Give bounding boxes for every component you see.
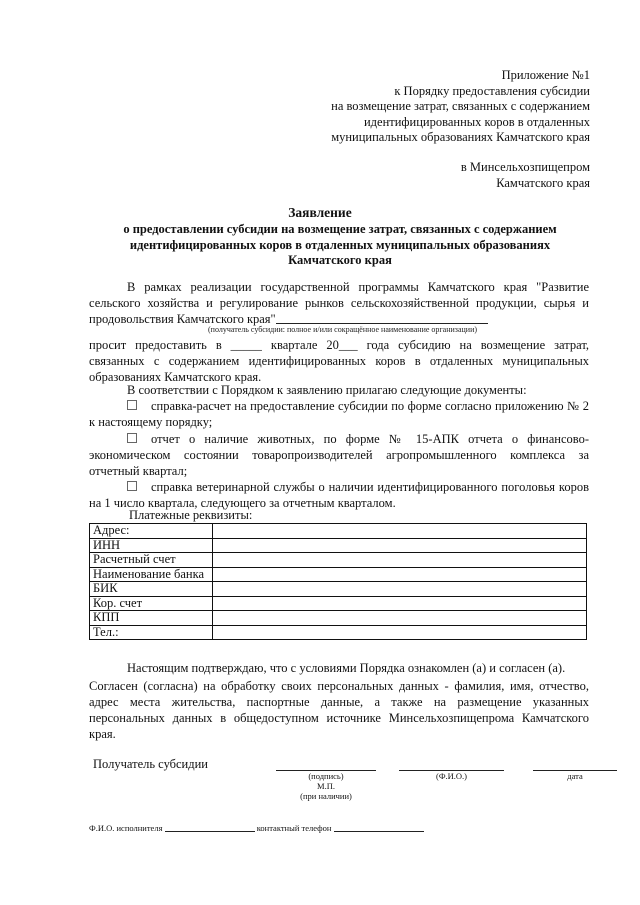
document-text: отчет о наличие животных, по форме № 15-АПК отчета о финансово-экономическом состоянии товаропроизводителей агропромышленного комплекса за отчетный квартал; — [89, 432, 589, 478]
recipient-label: Получатель субсидии — [93, 757, 208, 771]
phone-label: контактный телефон — [256, 823, 332, 833]
recipient-caption: (получатель субсидии: полное и/или сокращённое наименование организации) — [208, 325, 478, 334]
document-title: Заявление — [288, 205, 352, 220]
document-text: справка-расчет на предоставление субсидии по форме согласно приложению № 2 к настоящему порядку; — [89, 399, 589, 429]
payment-table — [89, 523, 587, 640]
payment-row — [90, 611, 587, 626]
payment-row — [90, 553, 587, 568]
date-block — [533, 760, 617, 781]
payment-value[interactable] — [213, 524, 587, 539]
stamp-caption: М.П. — [317, 781, 335, 791]
document-item — [89, 398, 589, 430]
appendix-line: муниципальных образованиях Камчатского края — [331, 130, 590, 144]
payment-row — [90, 596, 587, 611]
subtitle-line: идентифицированных коров в отдаленных муниципальных образованиях — [129, 237, 551, 252]
consent-personal-data: Согласен (согласна) на обработку своих персональных данных - фамилия, имя, отчество, адрес места жительства, паспортные данные, а также на размещение указанных персональных данных в общедоступном источнике Минсельхозпищепрома Камчатского края. — [89, 679, 589, 741]
signature-line[interactable] — [276, 760, 376, 771]
recipient-name-field[interactable] — [276, 323, 488, 324]
document-subtitle — [105, 222, 575, 269]
appendix-line: к Порядку предоставления субсидии — [394, 83, 590, 98]
document-item — [89, 479, 589, 511]
payment-label: Кор. счет — [90, 596, 213, 611]
payment-row — [90, 567, 587, 582]
payment-label: КПП — [90, 611, 213, 626]
signature-caption: (подпись) — [308, 771, 344, 781]
subtitle-line: о предоставлении субсидии на возмещение затрат, связанных с содержанием — [123, 222, 557, 236]
document-text: справка ветеринарной службы о наличии идентифицированного поголовья коров на 1 число квартала, следующего за отчетным кварталом. — [89, 480, 589, 510]
name-block — [399, 760, 504, 781]
executor-label: Ф.И.О. исполнителя — [89, 823, 163, 833]
appendix-header — [331, 68, 590, 146]
payment-value[interactable] — [213, 611, 587, 626]
subtitle-line: Камчатского края — [288, 253, 392, 267]
payment-row — [90, 582, 587, 597]
payment-value[interactable] — [213, 538, 587, 553]
intro-text: В рамках реализации государственной программы Камчатского края "Развитие сельского хозяйства и регулирование рынков сельскохозяйственной продукции, сырья и продовольствия Камчатского края" — [89, 280, 589, 326]
payment-value[interactable] — [213, 553, 587, 568]
addressee-line: Камчатского края — [496, 175, 590, 190]
request-paragraph: просит предоставить в _____ квартале 20___ года субсидию на возмещение затрат, связанных с содержанием идентифицированных коров в отдаленных муниципальных образованиях Камчатского края. — [89, 338, 589, 384]
addressee-line: в Минсельхозпищепром — [460, 160, 590, 174]
checkbox[interactable] — [127, 481, 137, 491]
payment-label: Расчетный счет — [90, 553, 213, 568]
documents-intro: В соответствии с Порядком к заявлению прилагаю следующие документы: — [127, 383, 527, 397]
date-line[interactable] — [533, 760, 617, 771]
payment-row — [90, 625, 587, 640]
name-line[interactable] — [399, 760, 504, 771]
payment-label: БИК — [90, 582, 213, 597]
payment-value[interactable] — [213, 625, 587, 640]
payment-label: Адрес: — [90, 524, 213, 539]
checkbox[interactable] — [127, 400, 137, 410]
payment-value[interactable] — [213, 596, 587, 611]
payment-label: Наименование банка — [90, 567, 213, 582]
signature-block — [276, 760, 376, 801]
date-caption: дата — [567, 771, 583, 781]
intro-paragraph — [89, 279, 589, 327]
footer — [89, 823, 424, 833]
payment-label: ИНН — [90, 538, 213, 553]
addressee — [461, 160, 590, 191]
appendix-line: идентифицированных коров в отдаленных — [363, 114, 590, 129]
executor-field[interactable] — [165, 831, 255, 832]
consent-confirm: Настоящим подтверждаю, что с условиями Порядка ознакомлен (а) и согласен (а). — [127, 661, 566, 675]
appendix-line: Приложение №1 — [501, 68, 590, 82]
payment-value[interactable] — [213, 567, 587, 582]
payment-row — [90, 538, 587, 553]
appendix-line: на возмещение затрат, связанных с содержанием — [331, 99, 590, 113]
payment-row — [90, 524, 587, 539]
payment-title: Платежные реквизиты: — [129, 508, 253, 522]
checkbox[interactable] — [127, 433, 137, 443]
name-caption: (Ф.И.О.) — [435, 771, 468, 781]
payment-value[interactable] — [213, 582, 587, 597]
payment-label: Тел.: — [90, 625, 213, 640]
document-item — [89, 431, 589, 479]
stamp-note: (при наличии) — [300, 791, 352, 801]
phone-field[interactable] — [334, 831, 424, 832]
